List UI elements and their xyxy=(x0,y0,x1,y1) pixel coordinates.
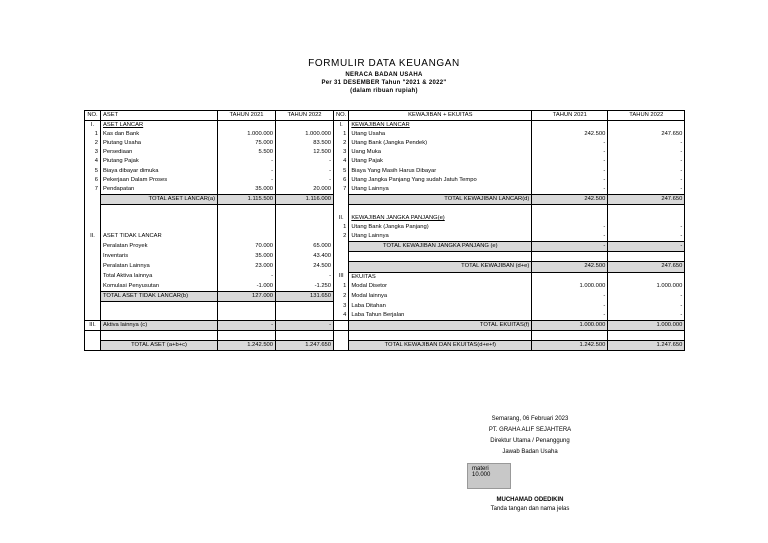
subtitle-period: Per 31 DESEMBER Tahun "2021 & 2022" xyxy=(321,80,447,86)
table-row xyxy=(85,121,685,131)
left-sec1-no: I. xyxy=(85,121,101,131)
table-row: Komulasi Penyusutan -1.000 -1.250 1 Modal Disetor 1.000.000 1.000.000 xyxy=(85,282,685,292)
total-kewajiban-jp-2022: - xyxy=(608,242,685,252)
signature-company: PT. GRAHA ALIF SEJAHTERA xyxy=(488,427,572,433)
total-kewajiban-lancar-2022: 247.650 xyxy=(608,194,685,204)
total-aset-tidak-lancar-2022: 131.650 xyxy=(276,291,334,301)
table-row xyxy=(85,194,685,204)
stamp-text-2: 10.000 xyxy=(472,472,491,478)
table-row xyxy=(85,214,685,223)
table-row: 2 Piutang Usaha 75.000 83.500 2 Utang Bank (Jangka Pendek) - - xyxy=(85,139,685,148)
table-row: 3 Laba Ditahan - - xyxy=(85,301,685,311)
col-header-2022-right: TAHUN 2022 xyxy=(608,111,685,121)
col-header-no: NO. xyxy=(85,111,101,121)
total-aset-lancar-2021: 1.115.500 xyxy=(218,194,276,204)
total-kewajiban-jp-2021: - xyxy=(532,242,608,252)
total-ekuitas-label: TOTAL EKUITAS(f) xyxy=(349,320,532,330)
table-row: 3 Persediaan 5.500 12.500 3 Uang Muka - - xyxy=(85,148,685,157)
meterai-stamp xyxy=(467,463,511,489)
total-kewajiban-2021: 242.500 xyxy=(532,262,608,272)
table-row: 6 Pekerjaan Dalam Proses - - 6 Utang Jangka Panjang Yang sudah Jatuh Tempo - - xyxy=(85,176,685,185)
total-kewajiban-label: TOTAL KEWAJIBAN (d+e) xyxy=(349,262,532,272)
table-row: Total Aktiva lainnya - - III EKUITAS xyxy=(85,272,685,282)
table-row: Inventaris 35.000 43.400 xyxy=(85,252,685,262)
signature-role-2: Jawab Badan Usaha xyxy=(502,449,558,455)
total-kewajiban-jp-label: TOTAL KEWAJIBAN JANGKA PANJANG (e) xyxy=(349,242,532,252)
stamp-text-1: materi xyxy=(472,466,489,472)
left-sec3-no: III. xyxy=(85,320,101,330)
table-row: 1 Kas dan Bank 1.000.000 1.000.000 1 Utang Usaha 242.500 247.650 xyxy=(85,130,685,139)
subtitle-unit: (dalam ribuan rupiah) xyxy=(350,88,418,94)
signature-role-1: Direktur Utama / Penanggung xyxy=(490,438,570,444)
left-sec1-title: ASET LANCAR xyxy=(101,121,218,131)
table-row: 4 Laba Tahun Berjalan - - xyxy=(85,311,685,321)
table-row: 4 Piutang Pajak - - 4 Utang Pajak - - xyxy=(85,157,685,166)
grand-total-kewajiban-2021: 1.242.500 xyxy=(532,341,608,351)
right-sec1-title: KEWAJIBAN LANCAR xyxy=(349,121,532,131)
total-kewajiban-lancar-label: TOTAL KEWAJIBAN LANCAR(d) xyxy=(349,194,532,204)
table-row xyxy=(85,341,685,351)
col-header-2021: TAHUN 2021 xyxy=(218,111,276,121)
grand-total-aset-2021: 1.242.500 xyxy=(218,341,276,351)
total-kewajiban-2022: 247.650 xyxy=(608,262,685,272)
total-aset-tidak-lancar-label: TOTAL ASET TIDAK LANCAR(b) xyxy=(101,291,218,301)
aktiva-lainnya-2021: - xyxy=(218,320,276,330)
grand-total-aset-label: TOTAL ASET (a+b+c) xyxy=(101,341,218,351)
grand-total-kewajiban-label: TOTAL KEWAJIBAN DAN EKUITAS(d+e+f) xyxy=(349,341,532,351)
right-sec3-no: III xyxy=(334,272,349,282)
grand-total-kewajiban-2022: 1.247.650 xyxy=(608,341,685,351)
total-kewajiban-lancar-2021: 242.500 xyxy=(532,194,608,204)
table-header-row xyxy=(85,111,685,121)
signature-place-date: Semarang, 06 Februari 2023 xyxy=(491,416,569,422)
table-row: Peralatan Lainnya 23.000 24.500 TOTAL KEWAJIBAN (d+e) 242.500 247.650 xyxy=(85,262,685,272)
table-row: 7 Pendapatan 35.000 20.000 7 Utang Lainnya - - xyxy=(85,185,685,195)
signature-name: MUCHAMAD ODEDIKIN xyxy=(496,497,564,503)
document-title: FORMULIR DATA KEUANGAN xyxy=(308,58,460,69)
aktiva-lainnya-2022: - xyxy=(276,320,334,330)
aktiva-lainnya-label: Aktiva lainnya (c) xyxy=(101,320,218,330)
table-row: II. ASET TIDAK LANCAR 2 Utang Lainnya - - xyxy=(85,232,685,242)
signature-caption: Tanda tangan dan nama jelas xyxy=(490,506,570,512)
table-row: Peralatan Proyek 70.000 65.000 TOTAL KEWAJIBAN JANGKA PANJANG (e) - - xyxy=(85,242,685,252)
col-header-no-right: NO. xyxy=(334,111,349,121)
total-aset-tidak-lancar-2021: 127.000 xyxy=(218,291,276,301)
table-row: TOTAL ASET TIDAK LANCAR(b) 127.000 131.650 2 Modal lainnya - - xyxy=(85,291,685,301)
total-aset-lancar-2022: 1.116.000 xyxy=(276,194,334,204)
right-sec3-title: EKUITAS xyxy=(349,272,532,282)
total-ekuitas-2022: 1.000.000 xyxy=(608,320,685,330)
total-aset-lancar-label: TOTAL ASET LANCAR(a) xyxy=(101,194,218,204)
balance-sheet-table xyxy=(84,110,685,351)
right-sec1-no: I. xyxy=(334,121,349,131)
left-sec2-title: ASET TIDAK LANCAR xyxy=(101,232,218,242)
col-header-2021-right: TAHUN 2021 xyxy=(532,111,608,121)
grand-total-aset-2022: 1.247.650 xyxy=(276,341,334,351)
right-sec2-title: KEWAJIBAN JANGKA PANJANG(e) xyxy=(349,214,532,223)
col-header-kewajiban: KEWAJIBAN + EKUITAS xyxy=(349,111,532,121)
col-header-2022: TAHUN 2022 xyxy=(276,111,334,121)
right-sec2-no: II. xyxy=(334,214,349,223)
total-ekuitas-2021: 1.000.000 xyxy=(532,320,608,330)
table-row: 5 Biaya dibayar dimuka - - 5 Biaya Yang Masih Harus Dibayar - - xyxy=(85,166,685,175)
table-row: 1 Utang Bank (Jangka Panjang) - - xyxy=(85,223,685,232)
left-sec2-no: II. xyxy=(85,232,101,242)
subtitle-neraca: NERACA BADAN USAHA xyxy=(345,72,423,78)
col-header-aset: ASET xyxy=(101,111,218,121)
table-row xyxy=(85,320,685,330)
